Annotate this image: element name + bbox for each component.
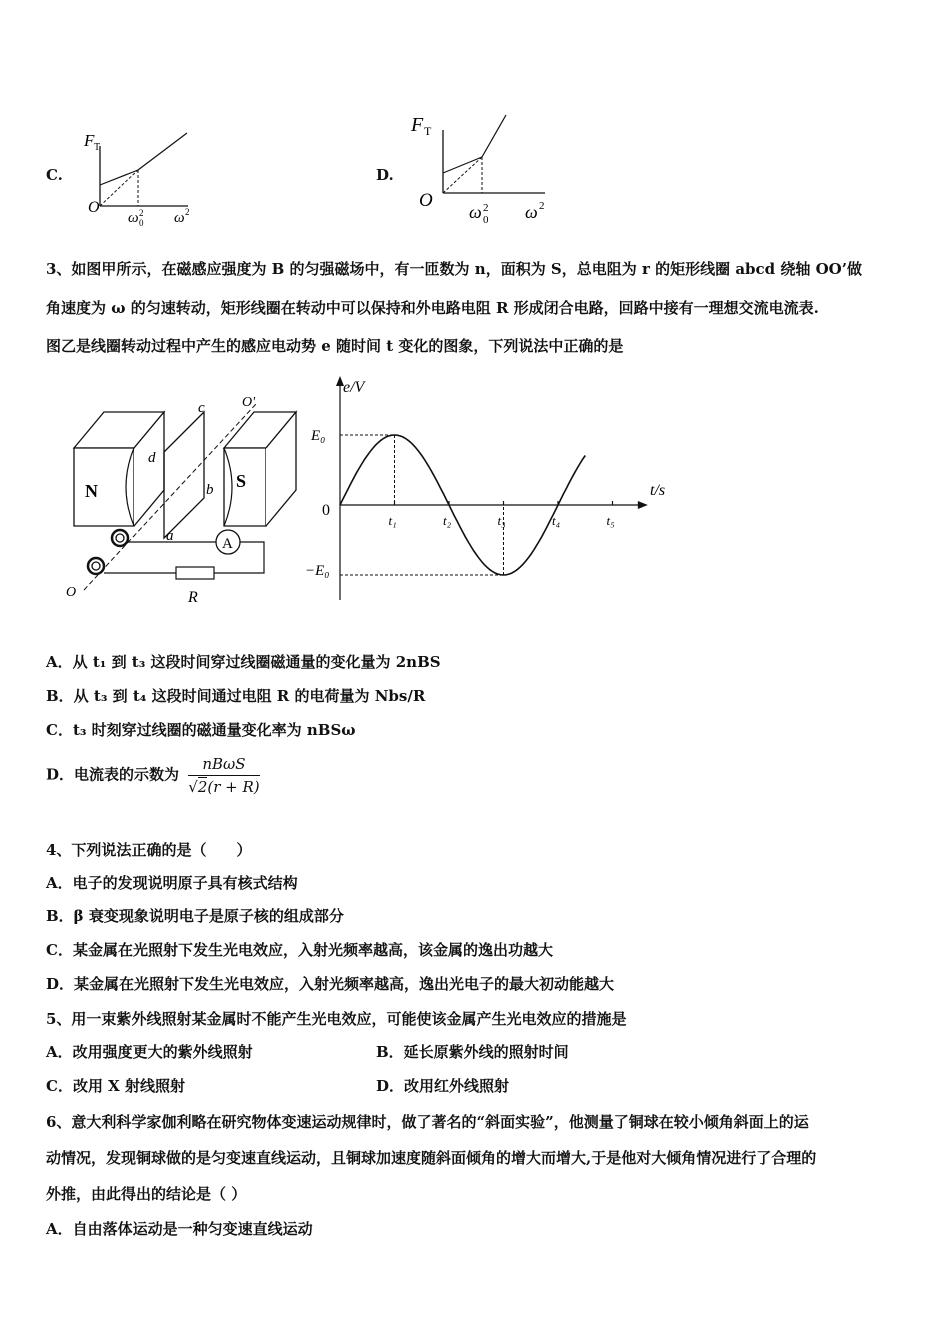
svg-text:2: 2 bbox=[483, 202, 489, 214]
q5-option-d[interactable]: D．改用红外线照射 bbox=[376, 1077, 510, 1095]
generator-apparatus-figure bbox=[56, 390, 316, 610]
x-axis-label: ω bbox=[525, 202, 538, 222]
x-tick-label: ω bbox=[128, 210, 139, 226]
y-axis-label: e/V bbox=[343, 379, 365, 396]
line-segment-2 bbox=[138, 133, 187, 170]
y-axis-label: F bbox=[411, 114, 424, 136]
line-segment-2 bbox=[482, 115, 506, 157]
svg-text:0: 0 bbox=[483, 214, 489, 226]
q4-option-c[interactable]: C．某金属在光照射下发生光电效应，入射光频率越高，该金属的逸出功越大 bbox=[46, 941, 553, 959]
q3-option-a[interactable]: A．从 t₁ 到 t₃ 这段时间穿过线圈磁通量的变化量为 2nBS bbox=[46, 653, 441, 671]
svg-text:d: d bbox=[148, 450, 156, 466]
option-d-label: D. bbox=[376, 166, 394, 184]
q6-stem-line3: 外推，由此得出的结论是（ ） bbox=[46, 1185, 247, 1203]
line-segment-1 bbox=[100, 170, 138, 185]
coil-abcd bbox=[164, 412, 204, 538]
q4-stem: 4、下列说法正确的是（ ） bbox=[46, 841, 252, 859]
q4-option-b[interactable]: B．β 衰变现象说明电子是原子核的组成部分 bbox=[46, 907, 344, 925]
svg-text:2: 2 bbox=[185, 207, 190, 217]
svg-text:0: 0 bbox=[139, 218, 144, 228]
x-tick-label-4: t₄ bbox=[552, 513, 561, 528]
emax-label: E₀ bbox=[311, 428, 326, 444]
origin-label: O bbox=[88, 199, 100, 216]
q3-stem-line2: 角速度为 ω 的匀速转动，矩形线圈在转动中可以保持和外电路电阻 R 形成闭合电路，回路中接有一理想交流电流表. bbox=[46, 299, 819, 317]
resistor-icon bbox=[176, 567, 214, 579]
origin-label: 0 bbox=[322, 502, 330, 519]
x-tick-label: ω bbox=[469, 202, 482, 222]
dashed-line bbox=[443, 157, 482, 193]
q3-stem-line1: 3、如图甲所示，在磁感应强度为 B 的匀强磁场中，有一匝数为 n，面积为 S，总电阻为 r 的矩形线圈 abcd 绕轴 OO’做 bbox=[46, 260, 862, 278]
svg-text:b: b bbox=[206, 482, 214, 498]
q5-stem: 5、用一束紫外线照射某金属时不能产生光电效应，可能使该金属产生光电效应的措施是 bbox=[46, 1010, 627, 1028]
x-tick-label-1: t₁ bbox=[388, 513, 397, 528]
origin-label: O bbox=[419, 190, 433, 211]
y-axis-sub: T bbox=[94, 142, 101, 153]
emin-label: −E₀ bbox=[305, 563, 330, 579]
x-axis-label: ω bbox=[174, 210, 185, 226]
q5-option-a[interactable]: A．改用强度更大的紫外线照射 bbox=[46, 1043, 253, 1061]
svg-text:2: 2 bbox=[139, 208, 144, 218]
svg-text:2: 2 bbox=[539, 200, 545, 212]
q4-option-a[interactable]: A．电子的发现说明原子具有核式结构 bbox=[46, 874, 298, 892]
option-c-label: C. bbox=[46, 166, 63, 184]
q6-stem-line2: 动情况，发现铜球做的是匀变速直线运动，且铜球加速度随斜面倾角的增大而增大,于是他对大倾角情况进行了合理的 bbox=[46, 1149, 817, 1167]
x-tick-label-3: t₃ bbox=[497, 513, 506, 528]
q5-option-c[interactable]: C．改用 X 射线照射 bbox=[46, 1077, 186, 1095]
option-c-graph bbox=[70, 118, 210, 233]
q3-stem-line3: 图乙是线圈转动过程中产生的感应电动势 e 随时间 t 变化的图象，下列说法中正确的是 bbox=[46, 337, 624, 355]
magnet-n-label: N bbox=[85, 481, 98, 501]
q3-option-d-fraction: $\frac{\text{nBωS}}{√2(r + R)}$ bbox=[188, 755, 260, 796]
svg-text:a: a bbox=[166, 528, 174, 544]
svg-text:A: A bbox=[222, 536, 233, 552]
q3-option-d-text: D．电流表的示数为 bbox=[46, 765, 180, 784]
x-tick-label-2: t₂ bbox=[443, 513, 452, 528]
q6-option-a[interactable]: A．自由落体运动是一种匀变速直线运动 bbox=[46, 1220, 313, 1238]
x-tick-label-5: t₅ bbox=[606, 513, 615, 528]
x-axis-arrow bbox=[638, 501, 648, 509]
option-d-graph bbox=[405, 105, 565, 235]
svg-text:c: c bbox=[198, 400, 205, 416]
q3-option-c[interactable]: C．t₃ 时刻穿过线圈的磁通量变化率为 nBSω bbox=[46, 721, 356, 739]
svg-text:O': O' bbox=[242, 395, 256, 410]
q4-option-d[interactable]: D．某金属在光照射下发生光电效应，入射光频率越高，逸出光电子的最大初动能越大 bbox=[46, 975, 615, 993]
x-axis-label: t/s bbox=[650, 482, 666, 499]
q3-option-d[interactable] bbox=[46, 755, 260, 796]
q6-stem-line1: 6、意大利科学家伽利略在研究物体变速运动规律时，做了著名的“斜面实验”，他测量了铜球在较小倾角斜面上的运 bbox=[46, 1113, 809, 1131]
line-segment-1 bbox=[443, 157, 482, 173]
magnet-s-label: S bbox=[236, 471, 247, 491]
q5-option-b[interactable]: B．延长原紫外线的照射时间 bbox=[376, 1043, 569, 1061]
y-axis-label: F bbox=[84, 131, 95, 150]
svg-text:R: R bbox=[188, 589, 198, 606]
emf-time-graph bbox=[305, 372, 700, 608]
q3-option-b[interactable]: B．从 t₃ 到 t₄ 这段时间通过电阻 R 的电荷量为 Nbs/R bbox=[46, 687, 426, 705]
y-axis-sub: T bbox=[424, 124, 432, 138]
dashed-line bbox=[100, 170, 138, 206]
svg-text:O: O bbox=[66, 585, 77, 600]
